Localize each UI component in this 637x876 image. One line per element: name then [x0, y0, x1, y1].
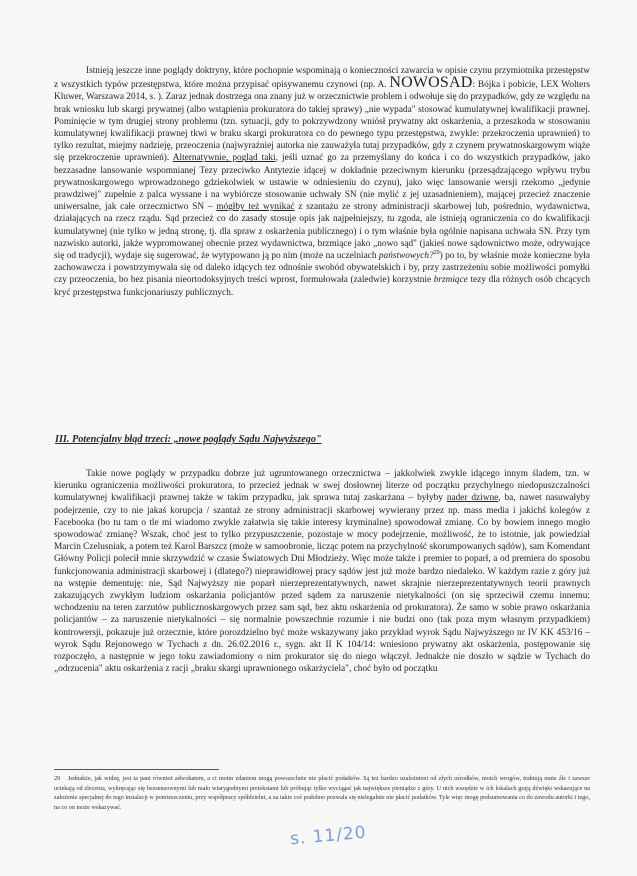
italic-phrase: brzmiące [433, 275, 468, 286]
paragraph-2-text: Takie nowe poglądy w przypadku dobrze już ugruntowanego orzecznictwa – jakkolwiek zwykle idącego innym śladem, tzn. w kierunku ograniczenia możliwości prokuratora, to przecież jednak w swej dosłownej literze od początku przychylnego niedopuszczalności kumulatywnej kwalifikacji prawnej także w takim przypadku, jak sprawa tutaj zaskarżana – byłyby nader dziwne, ba, nawet nasuwałyby podejrzenie, czy to nie jakaś korupcja / szantaż ze strony administracji skarbowej wywierany przez np. mass media i jakichś kolegów z Facebooka (bo tu tam o tle mi wiadomo zwykle załatwia się takie interesy kryminalne) spowodował zmianę. Co by bowiem innego mogło spowodować zmianę? Wszak, choć jest to tylko przypuszczenie, pozostaje w mocy podejrzenie, możliwość, że to istotnie, jak powiedział Marcin Czelusniak, a potem też Karol Barszcz (może w samoobronie, licząc potem na przychylność skorumpowanych sądów), sam Komendant Główny Policji polecił mnie skrzywdzić w czasie Światowych Dni Młodzieży. Więc może także i premier to poparł, a od premiera do sposobu funkcjonowania administracji skarbowej i (dlatego?) nieprawidłowej pracy sądów jest już może bardzo niedaleko. W każdym razie z góry już na wstępie dementuję: nie, Sąd Najwyższy nie poparł nierzeprezentatywnych, nawet skrajnie nierzeprezentatywnych teorii prawnych zakazujących zwykłym ludziom oskarżania policjantów przed sądem za naruszenie nietykalności (on się sprzeciwił czemu innemu: wchodzeniu na teren zarzutów publicznoskargowych przez sam sąd, bez aktu oskarżenia od prokuratora). Że samo w sobie prawo oskarżania policjantów – za naruszenie nietykalności – się normalnie powszechnie rozumie i nie budzi ono (tak poza mym własnym przypadkiem) kontrowersji, pokazuje już orzecznie, które porozdzielno być może wskazywany jako przykład wyrok Sądu Najwyższego nr IV KK 453/16 – wyrok Sądu Rejonowego w Tychach z dn. 26.02.2016 r., sygn. akt II K 104/14: wniesiono prywatny akt oskarżenia, postępowanie się rozpoczęło, a następnie w jego toku zawiadomiony o nim prokurator się do niego włączył. Jednakże nie doszło w sądzie w Tychach do „odrzucenia" aktu oskarżenia z racji „braku skargi uprawnionego oskarżyciela", choć było od początku [54, 469, 590, 675]
footnote-divider [54, 769, 219, 770]
section-heading: III. Potencjalny błąd trzeci: „nowe poglądy Sądu Najwyższego" [55, 434, 322, 445]
underlined-phrase: mógłby też wynikać [216, 202, 295, 213]
paragraph-new-views [54, 468, 590, 675]
footnote-ref: 29 [433, 249, 440, 256]
underlined-phrase: nader dziwne [446, 493, 499, 504]
italic-phrase: państwowych? [378, 251, 434, 262]
footnote [54, 774, 590, 813]
underlined-phrase: Alternatywnie, pogląd taki [172, 153, 276, 164]
page-number-handwritten: s. 11/20 [289, 822, 368, 850]
author-name: NOWOSAD [389, 74, 473, 92]
paragraph-1-text: Istnieją jeszcze inne poglądy doktryny, które pochopnie wspominają o konieczności zawarcia w opisie czynu przymiotnika przestępstw z wszystkich typów przestępstwa, które można przypisać opisywanemu czynowi (np. A. NOWOSAD: Bójka i pobicie, LEX Wolters Kluwer, Warszawa 2014, s. ). Zaraz jednak dostrzega ona znany już w orzecznictwie problem i odwołuje się do przypadków, gdy ze względu na brak wniosku lub skargi prywatnej (albo wstąpienia prokuratora do takiej sprawy) „nie wypada" stosować kumulatywnej kwalifikacji prawnej. Pominięcie w tym drugiej strony problemu (tzn. sytuacji, gdy to pokrzywdzony wniósł prywatny akt oskarżenia, a przeszkoda w stosowaniu kumulatywnej kwalifikacji prawnej tkwi w braku skargi prokuratora co do pewnego typu przestępstwa, zwykle: przekroczenia uprawnień) to tylko rezultat, miejmy nadzieję, przeoczenia (najwyraźniej autorka nie zauważyła tutaj przypadków, gdy z czynem prywatnoskargowym wiąże się przekroczenie uprawnień). Alternatywnie, pogląd taki, jeśli uznać go za przemyślany do końca i co do wszystkich przypadków, jako bezzasadne lansowanie wspomnianej Tezy przeciwko Antytezie idącej w dokładnie przeciwnym kierunku (przesądzającego wpływu trybu prywatnoskargowego wprowadzonego gdziekolwiek w ustawie w odniesieniu do czynu), jako więc lansowanie wersji rzekomo „jedynie prawdziwej" zupełnie z palca wyssane i na wybiórcze stosowanie uchwały SN (nie mylić z jej uzasadnieniem), mającej przecież znaczenie uniwersalne, jak całe orzecznictwo SN – mógłby też wynikać z szantażu ze strony administracji skarbowej lub, pośrednio, wydawnictwa, działających na rzecz rządu. Sąd przecież co do zasady stosuje opis jak najpełniejszy, tu zgoda, ale istnieją ograniczenia co do kwalifikacji kumulatywnej (nie tylko w jedną stronę, tj. dla spraw z oskarżenia publicznego) i o tym właśnie była ogólnie napisana uchwała SN. Przy tym nazwisko autorki, jakże wypromowanej obecnie przez wydawnictwa, brzmiące jako „nowo sąd" (jakieś nowe sądownictwo może, odrywające się od tradycji), wydaje się sugerować, że wytypowano ją po nim (może na uczelniach państwowych?$^{29}$) po to, by właśnie może konieczne była zachowawcza i powstrzymywała się od daleko idących tez odnośnie swobód obywatelskich i by, przy zastrzeżeniu sobie możliwości pomyłki czy przeoczenia, bo bez pisania nieortodoksyjnych treści wprost, formułowała (zaledwie) korzystnie brzmiące tezy dla różnych osób chcących kryć przestępstwa funkcjonariuszy publicznych. [54, 66, 591, 298]
footnote-number: 29 [54, 775, 61, 782]
paragraph-doctrine [54, 65, 590, 299]
footnote-text: Jednakże, jak widzę, jest ta pani również adwokatem, a ci moim zdaniem mogą powszechnie nie płacić podatków. Są też bardzo uzależnieni od złych ośrodków, moich wrogów, traktują mnie źle i zawsze uciekają od zlecenia, wykręcając się bezsensownymi lub mało wiarygodnymi pretekstami lub próbując tylko wyciągać jak największe pieniądze z góry. U nich wszędzie w ich lokalach grają dźwięki wskazujące na założenie specjalnej do tego instalacji w pomieszczeniu, przy współpracy spółdzielni, a za takie coś podobno pozwala się nielegalnie nie płacić podatków. Tyle więc mogę podsumowania co do zawodu autorki i tego, na co on może wskazywać. [54, 775, 590, 812]
